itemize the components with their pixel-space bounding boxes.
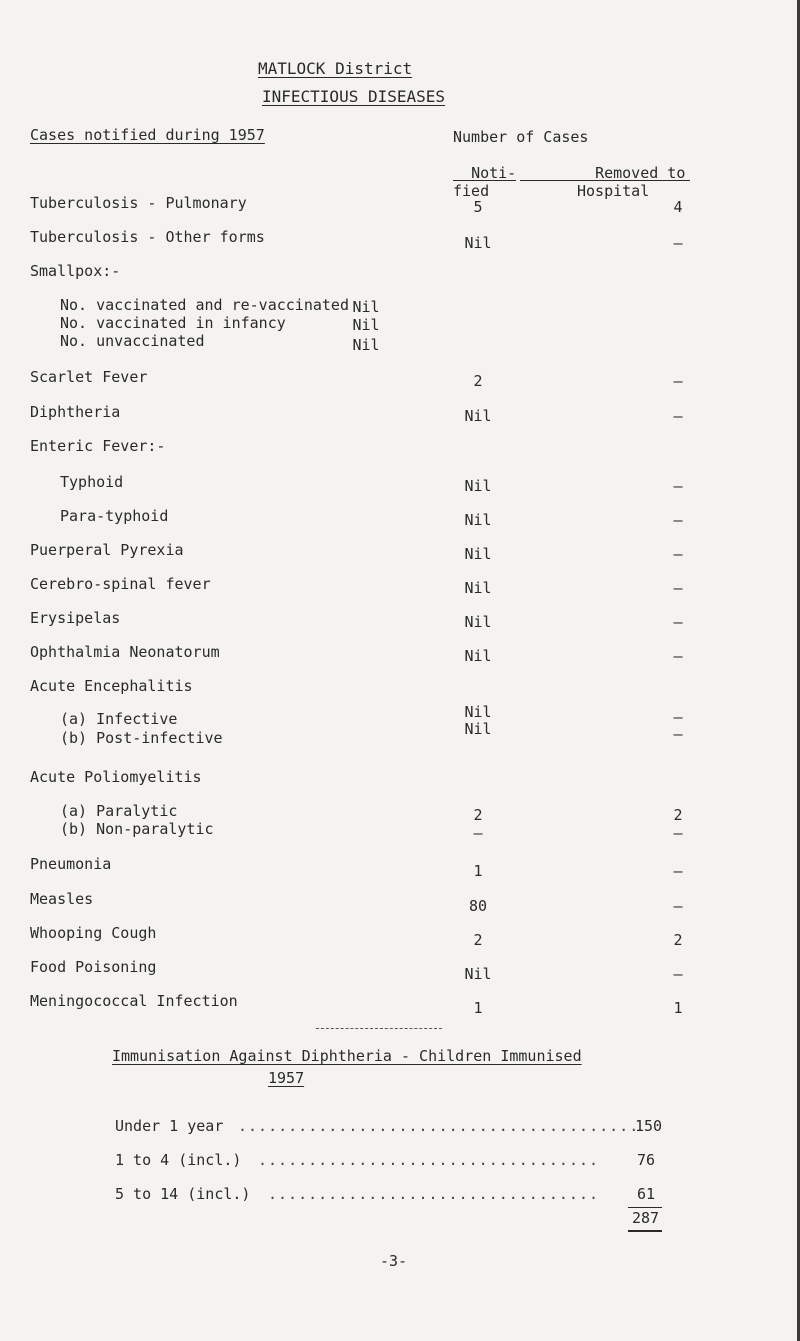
removed-heading-text: Removed to Hospital (577, 164, 686, 200)
row-removed: – (673, 647, 683, 665)
row-label: (b) Non-paralytic (60, 820, 214, 838)
immunisation-row-label: 1 to 4 (incl.) (115, 1151, 242, 1169)
dot-leader: ................................. (268, 1185, 600, 1203)
row-removed: – (673, 372, 683, 390)
immunisation-row-label: Under 1 year (115, 1117, 224, 1135)
row-notified: 2 (473, 806, 483, 824)
row-mid-value: Nil (352, 336, 380, 354)
section-divider (316, 1028, 442, 1029)
column-heading-removed (577, 146, 685, 200)
row-notified: Nil (464, 613, 492, 631)
notified-underline (453, 180, 516, 181)
dot-leader: .................................. (258, 1151, 600, 1169)
row-removed: – (673, 234, 683, 252)
row-removed: – (673, 965, 683, 983)
row-notified: Nil (464, 407, 492, 425)
row-label: Puerperal Pyrexia (30, 541, 184, 559)
row-label: Food Poisoning (30, 958, 157, 976)
total-rule-bottom (628, 1230, 662, 1232)
row-notified: – (473, 824, 483, 842)
row-removed: – (673, 708, 683, 726)
row-removed: 4 (673, 198, 683, 216)
row-removed: – (673, 545, 683, 563)
row-notified: Nil (464, 703, 492, 721)
row-notified: Nil (464, 965, 492, 983)
row-label: (a) Paralytic (60, 802, 178, 820)
cases-title: Cases notified during 1957 (30, 126, 265, 144)
row-removed: – (673, 725, 683, 743)
row-removed: – (673, 511, 683, 529)
row-notified: 2 (473, 372, 483, 390)
row-removed: – (673, 579, 683, 597)
row-removed: 1 (673, 999, 683, 1017)
removed-underline (520, 180, 690, 181)
row-removed: – (673, 897, 683, 915)
dot-leader: ........................................ (238, 1117, 640, 1135)
row-label: (b) Post-infective (60, 729, 223, 747)
district-title: MATLOCK District (258, 59, 413, 78)
row-notified: Nil (464, 511, 492, 529)
notified-heading-text: Noti- fied (453, 164, 517, 200)
row-label: Measles (30, 890, 94, 908)
row-label: Diphtheria (30, 403, 121, 421)
row-label: Meningococcal Infection (30, 992, 238, 1010)
row-label: Acute Poliomyelitis (30, 768, 202, 786)
row-mid-value: Nil (352, 298, 380, 316)
row-removed: – (673, 407, 683, 425)
row-removed: – (673, 477, 683, 495)
row-label: Tuberculosis - Other forms (30, 228, 265, 246)
total-rule-top (628, 1207, 662, 1208)
row-notified: 1 (473, 999, 483, 1017)
column-heading-notified (453, 146, 516, 200)
row-notified: 80 (468, 897, 488, 915)
row-label: Enteric Fever:- (30, 437, 166, 455)
row-label: No. vaccinated and re-vaccinated (60, 296, 349, 314)
row-removed: – (673, 862, 683, 880)
row-notified: Nil (464, 545, 492, 563)
row-label: Cerebro-spinal fever (30, 575, 211, 593)
row-notified: 5 (473, 198, 483, 216)
row-notified: Nil (464, 647, 492, 665)
row-removed: – (673, 824, 683, 842)
row-label: Ophthalmia Neonatorum (30, 643, 220, 661)
row-label: No. unvaccinated (60, 332, 205, 350)
row-mid-value: Nil (352, 316, 380, 334)
immunisation-title: Immunisation Against Diphtheria - Children Immunised (112, 1047, 582, 1065)
row-notified: Nil (464, 720, 492, 738)
immunisation-year: 1957 (268, 1069, 305, 1087)
row-label: Pneumonia (30, 855, 112, 873)
row-label: (a) Infective (60, 710, 178, 728)
row-removed: 2 (673, 806, 683, 824)
page-number: -3- (380, 1252, 408, 1270)
row-removed: 2 (673, 931, 683, 949)
row-label: Scarlet Fever (30, 368, 148, 386)
row-notified: 1 (473, 862, 483, 880)
row-notified: Nil (464, 234, 492, 252)
immunisation-row-value: 76 (637, 1151, 656, 1169)
column-heading-number-of-cases: Number of Cases (453, 128, 589, 146)
row-removed: – (673, 613, 683, 631)
row-notified: Nil (464, 477, 492, 495)
row-notified: Nil (464, 579, 492, 597)
row-label: No. vaccinated in infancy (60, 314, 286, 332)
row-label: Smallpox:- (30, 262, 121, 280)
section-title: INFECTIOUS DISEASES (262, 87, 446, 106)
immunisation-total: 287 (632, 1209, 660, 1227)
row-label: Whooping Cough (30, 924, 157, 942)
row-label: Typhoid (60, 473, 124, 491)
immunisation-row-value: 61 (637, 1185, 656, 1203)
row-label: Erysipelas (30, 609, 121, 627)
immunisation-row-label: 5 to 14 (incl.) (115, 1185, 251, 1203)
immunisation-row-value: 150 (635, 1117, 663, 1135)
row-label: Para-typhoid (60, 507, 169, 525)
row-label: Acute Encephalitis (30, 677, 193, 695)
row-label: Tuberculosis - Pulmonary (30, 194, 247, 212)
row-notified: 2 (473, 931, 483, 949)
